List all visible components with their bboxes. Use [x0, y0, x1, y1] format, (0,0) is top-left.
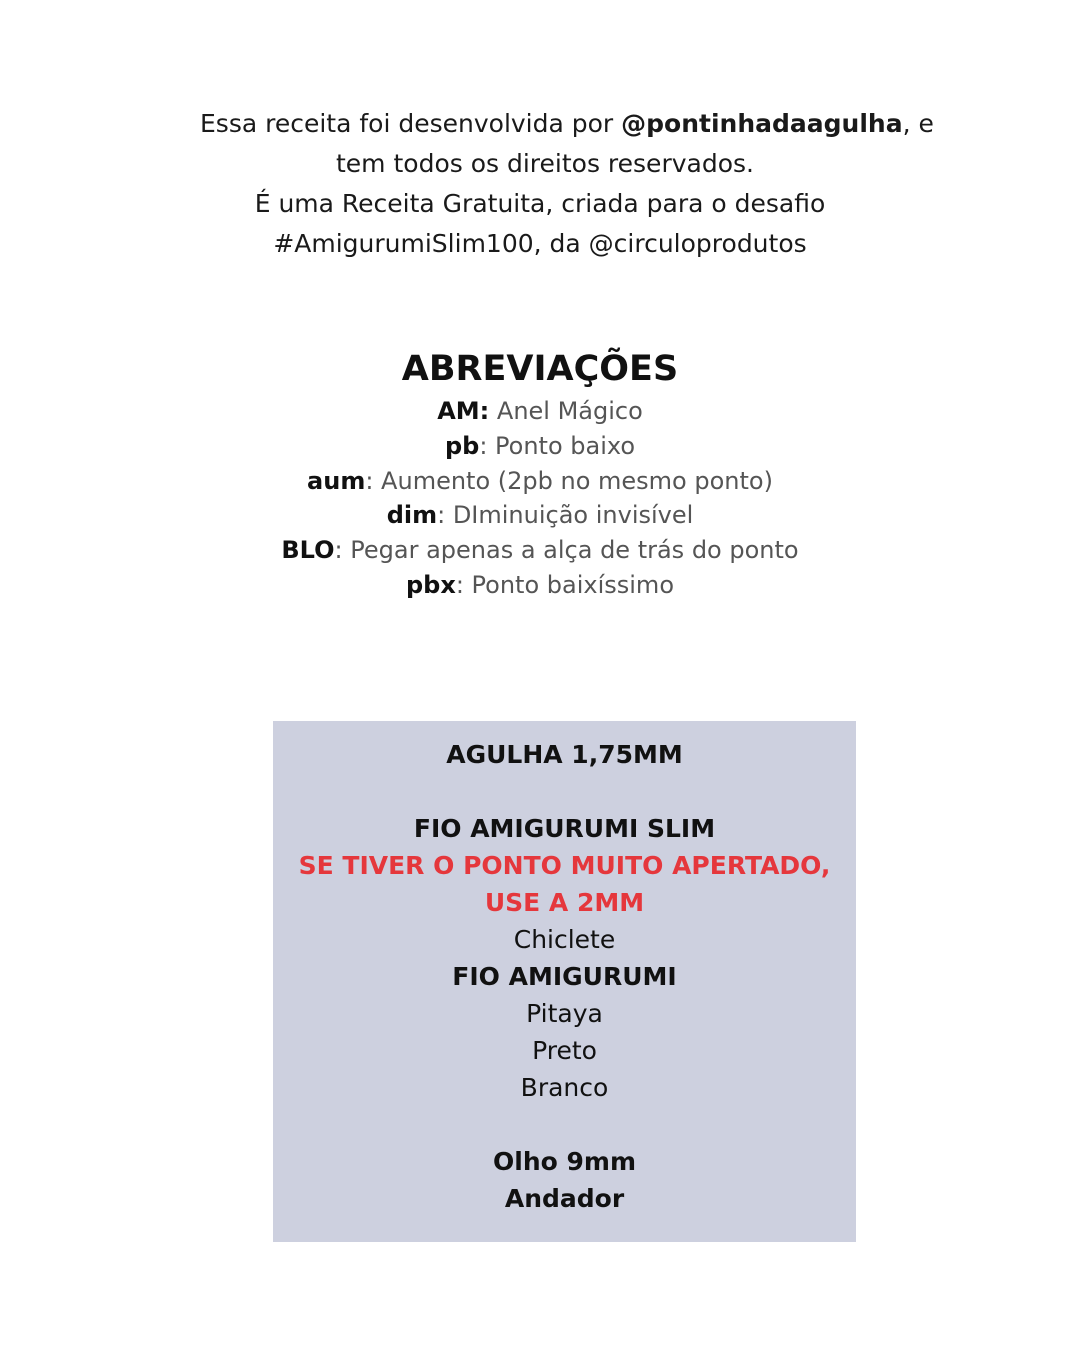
intro-line-3: É uma Receita Gratuita, criada para o desafio: [254, 189, 826, 218]
eye-size: Olho 9mm: [493, 1147, 636, 1176]
tight-stitch-warning-line-1: SE TIVER O PONTO MUITO APERTADO,: [298, 851, 831, 880]
tight-stitch-warning-line-2: USE A 2MM: [484, 888, 645, 917]
abbreviation-term: aum: [307, 466, 366, 495]
abbreviation-term: pbx: [405, 570, 456, 599]
needle-size: AGULHA 1,75MM: [446, 740, 683, 769]
abbreviations-title: ABREVIAÇÕES: [401, 349, 679, 389]
intro-line-2: tem todos os direitos reservados.: [336, 149, 754, 178]
intro-line-1-prefix: Essa receita foi desenvolvida por: [200, 109, 622, 138]
yarn-color-pitaya: Pitaya: [526, 999, 603, 1028]
abbreviation-term: dim: [386, 501, 438, 530]
abbreviation-desc: : Ponto baixo: [479, 431, 636, 460]
walker: Andador: [504, 1184, 625, 1213]
yarn-color-branco: Branco: [520, 1073, 609, 1102]
abbreviation-desc: Anel Mágico: [489, 397, 643, 425]
intro-line-1-suffix: , e: [902, 109, 934, 138]
intro-line-4: #AmigurumiSlim100, da @circuloprodutos: [273, 229, 807, 258]
abbreviation-term: AM:: [437, 397, 490, 425]
abbreviation-item-pb: [0, 429, 1080, 464]
abbreviation-desc: : DIminuição invisível: [437, 501, 694, 530]
abbreviation-desc: : Ponto baixíssimo: [455, 570, 674, 599]
author-handle: @pontinhadaagulha: [621, 109, 903, 138]
abbreviation-item-aum: [0, 464, 1080, 499]
yarn-slim-heading: FIO AMIGURUMI SLIM: [413, 814, 716, 843]
abbreviation-item-dim: [0, 498, 1080, 533]
abbreviations-list: [0, 394, 1080, 603]
intro-line-1: [0, 104, 1080, 144]
yarn-color-preto: Preto: [532, 1036, 597, 1065]
slim-color-chiclete: Chiclete: [513, 925, 616, 954]
abbreviation-desc: : Pegar apenas a alça de trás do ponto: [334, 536, 799, 565]
abbreviation-item-blo: [0, 533, 1080, 568]
yarn-heading: FIO AMIGURUMI: [452, 962, 677, 991]
abbreviation-term: BLO: [281, 536, 335, 565]
abbreviation-item-pbx: [0, 568, 1080, 603]
abbreviation-item-am: [0, 394, 1080, 429]
materials-box: [273, 721, 856, 1242]
intro-text: [0, 104, 1080, 264]
abbreviation-desc: : Aumento (2pb no mesmo ponto): [365, 466, 773, 495]
abbreviation-term: pb: [444, 431, 480, 460]
